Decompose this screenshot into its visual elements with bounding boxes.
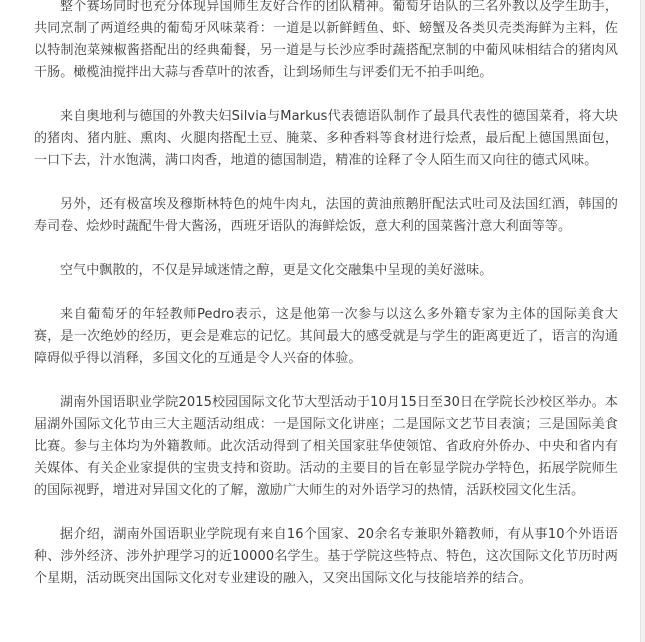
paragraph-atmosphere: 空气中飘散的，不仅是异域迷情之醇，更是文化交融集中呈现的美好滋味。 <box>60 263 493 278</box>
paragraph-festival-overview: 湖南外国语职业学院2015校园国际文化节大型活动于10月15日至30日在学院长沙校区举办。本届湖外国际文化节由三大主题活动组成：一是国际文化讲座；二是国际文艺节目表演；三是国际美食比赛。参与主体均为外籍教师。此次活动得到了相关国家驻华使领馆、省政府外侨办、中央和省内有关媒体、有关企业家提供的宝贵支持和资助。活动的主要目的旨在彰显学院办学特色，拓展学院师生的国际视野，增进对异国文化的了解，激励广大师生的对外语学习的热情，活跃校园文化生活。 <box>34 395 618 498</box>
vertical-scrollbar[interactable] <box>640 0 645 642</box>
paragraph-college-intro: 据介绍，湖南外国语职业学院现有来自16个国家、20余名专兼职外籍教师，有从事10个外语语种、涉外经济、涉外护理学习的近10000名学生。基于学院这些特点、特色，这次国际文化节历时两个星期，活动既突出国际文化对专业建设的融入，又突出国际文化与技能培养的结合。 <box>34 527 618 586</box>
paragraph-german-cuisine: 来自奥地利与德国的外教夫妇Silvia与Markus代表德语队制作了最具代表性的德国菜肴，将大块的猪肉、猪内脏、熏肉、火腿肉搭配土豆、腌菜、多种香料等食材进行烩煮，最后配上德国黑面包，一口下去，汁水饱满，满口肉香，地道的德国制造，精准的诠释了令人陌生而又向往的德式风味。 <box>34 109 618 168</box>
paragraph-other-dishes: 另外，还有极富埃及穆斯林特色的炖牛肉丸，法国的黄油煎鹅肝配法式吐司及法国红酒，韩国的寿司卷、烩炒时蔬配牛骨大酱汤，西班牙语队的海鲜烩饭，意大利的国菜酱汁意大利面等等。 <box>34 197 618 234</box>
paragraph-team-spirit: 整个赛场同时也充分体现异国师生友好合作的团队精神。葡萄牙语队的三名外教以及学生助手，共同烹制了两道经典的葡萄牙风味菜肴：一道是以新鲜鳕鱼、虾、螃蟹及各类贝壳类海鲜为主料，佐以特制泡菜辣椒酱搭配出的经典葡餐，另一道是与长沙应季时蔬搭配烹制的中葡风味相结合的猪肉风干肠。橄榄油搅拌出大蒜与香草叶的浓香，让到场师生与评委们无不拍手叫绝。 <box>34 0 618 80</box>
paragraph-pedro-quote: 来自葡萄牙的年轻教师Pedro表示，这是他第一次参与以这么多外籍专家为主体的国际美食大赛，是一次绝妙的经历，更会是难忘的记忆。其间最大的感受就是与学生的距离更近了，语言的沟通障碍似乎得以消释，多国文化的互通是令人兴奋的体验。 <box>34 307 618 366</box>
article-body <box>34 0 618 612</box>
